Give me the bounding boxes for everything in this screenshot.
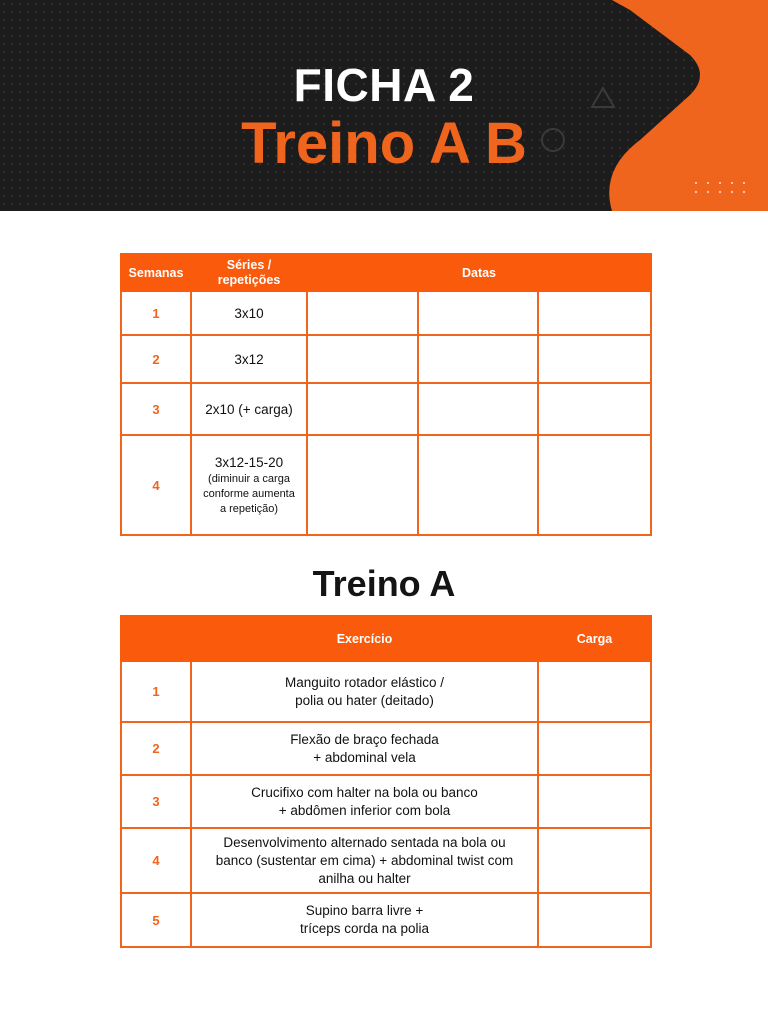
table-row [121, 383, 651, 435]
table-row [121, 893, 651, 947]
date-cell[interactable] [538, 383, 651, 435]
exercise-number: 3 [121, 775, 191, 828]
exercise-number: 5 [121, 893, 191, 947]
section-title: Treino A [312, 563, 456, 604]
week-number: 2 [121, 335, 191, 383]
dates-header: Datas [307, 254, 651, 291]
exercise-number: 4 [121, 828, 191, 893]
series-note-line: (diminuir a carga [208, 472, 290, 485]
week-number: 1 [121, 291, 191, 335]
table-row [121, 775, 651, 828]
table-row [121, 291, 651, 335]
weeks-header: Semanas [121, 254, 191, 291]
weeks-table-header [121, 254, 651, 291]
exercise-name: Desenvolvimento alternado sentada na bola ou banco (sustentar em cima) + abdominal twist com anilha ou halter [191, 828, 538, 893]
exercise-name: Flexão de braço fechada + abdominal vela [191, 722, 538, 775]
date-cell[interactable] [538, 291, 651, 335]
exercise-number: 2 [121, 722, 191, 775]
exercise-name: Supino barra livre + tríceps corda na polia [191, 893, 538, 947]
table-row [121, 722, 651, 775]
date-cell[interactable] [418, 383, 538, 435]
date-cell[interactable] [538, 435, 651, 535]
table-row [121, 828, 651, 893]
exercise-number: 1 [121, 661, 191, 722]
page-title: FICHA 2 [293, 59, 475, 111]
date-cell[interactable] [307, 291, 418, 335]
table-row [121, 661, 651, 722]
table-row [121, 335, 651, 383]
date-cell[interactable] [307, 435, 418, 535]
exercise-name: Crucifixo com halter na bola ou banco + abdômen inferior com bola [191, 775, 538, 828]
date-cell[interactable] [538, 335, 651, 383]
date-cell[interactable] [418, 435, 538, 535]
series-note-line: a repetição) [219, 502, 279, 515]
load-header: Carga [538, 616, 651, 661]
load-cell[interactable] [538, 828, 651, 893]
series-note-line: conforme aumenta [203, 487, 295, 500]
week-number: 4 [121, 435, 191, 535]
date-cell[interactable] [418, 335, 538, 383]
weeks-table [120, 253, 652, 536]
series-value: 3x10 [191, 291, 307, 335]
exercise-name: Manguito rotador elástico / polia ou hater (deitado) [191, 661, 538, 722]
series-main: 3x12-15-20 [214, 454, 284, 470]
series-header: Séries / repetições [191, 254, 307, 291]
load-cell[interactable] [538, 775, 651, 828]
series-value: 3x12 [191, 335, 307, 383]
exercise-table [120, 615, 652, 948]
header-banner [0, 0, 768, 211]
number-header [121, 616, 191, 661]
date-cell[interactable] [307, 335, 418, 383]
exercise-header: Exercício [191, 616, 538, 661]
load-cell[interactable] [538, 893, 651, 947]
table-row [121, 435, 651, 535]
exercise-table-header [121, 616, 651, 661]
series-value [191, 435, 307, 535]
load-cell[interactable] [538, 722, 651, 775]
page-subtitle: Treino A B [241, 111, 527, 176]
date-cell[interactable] [307, 383, 418, 435]
series-value: 2x10 (+ carga) [191, 383, 307, 435]
week-number: 3 [121, 383, 191, 435]
load-cell[interactable] [538, 661, 651, 722]
date-cell[interactable] [418, 291, 538, 335]
